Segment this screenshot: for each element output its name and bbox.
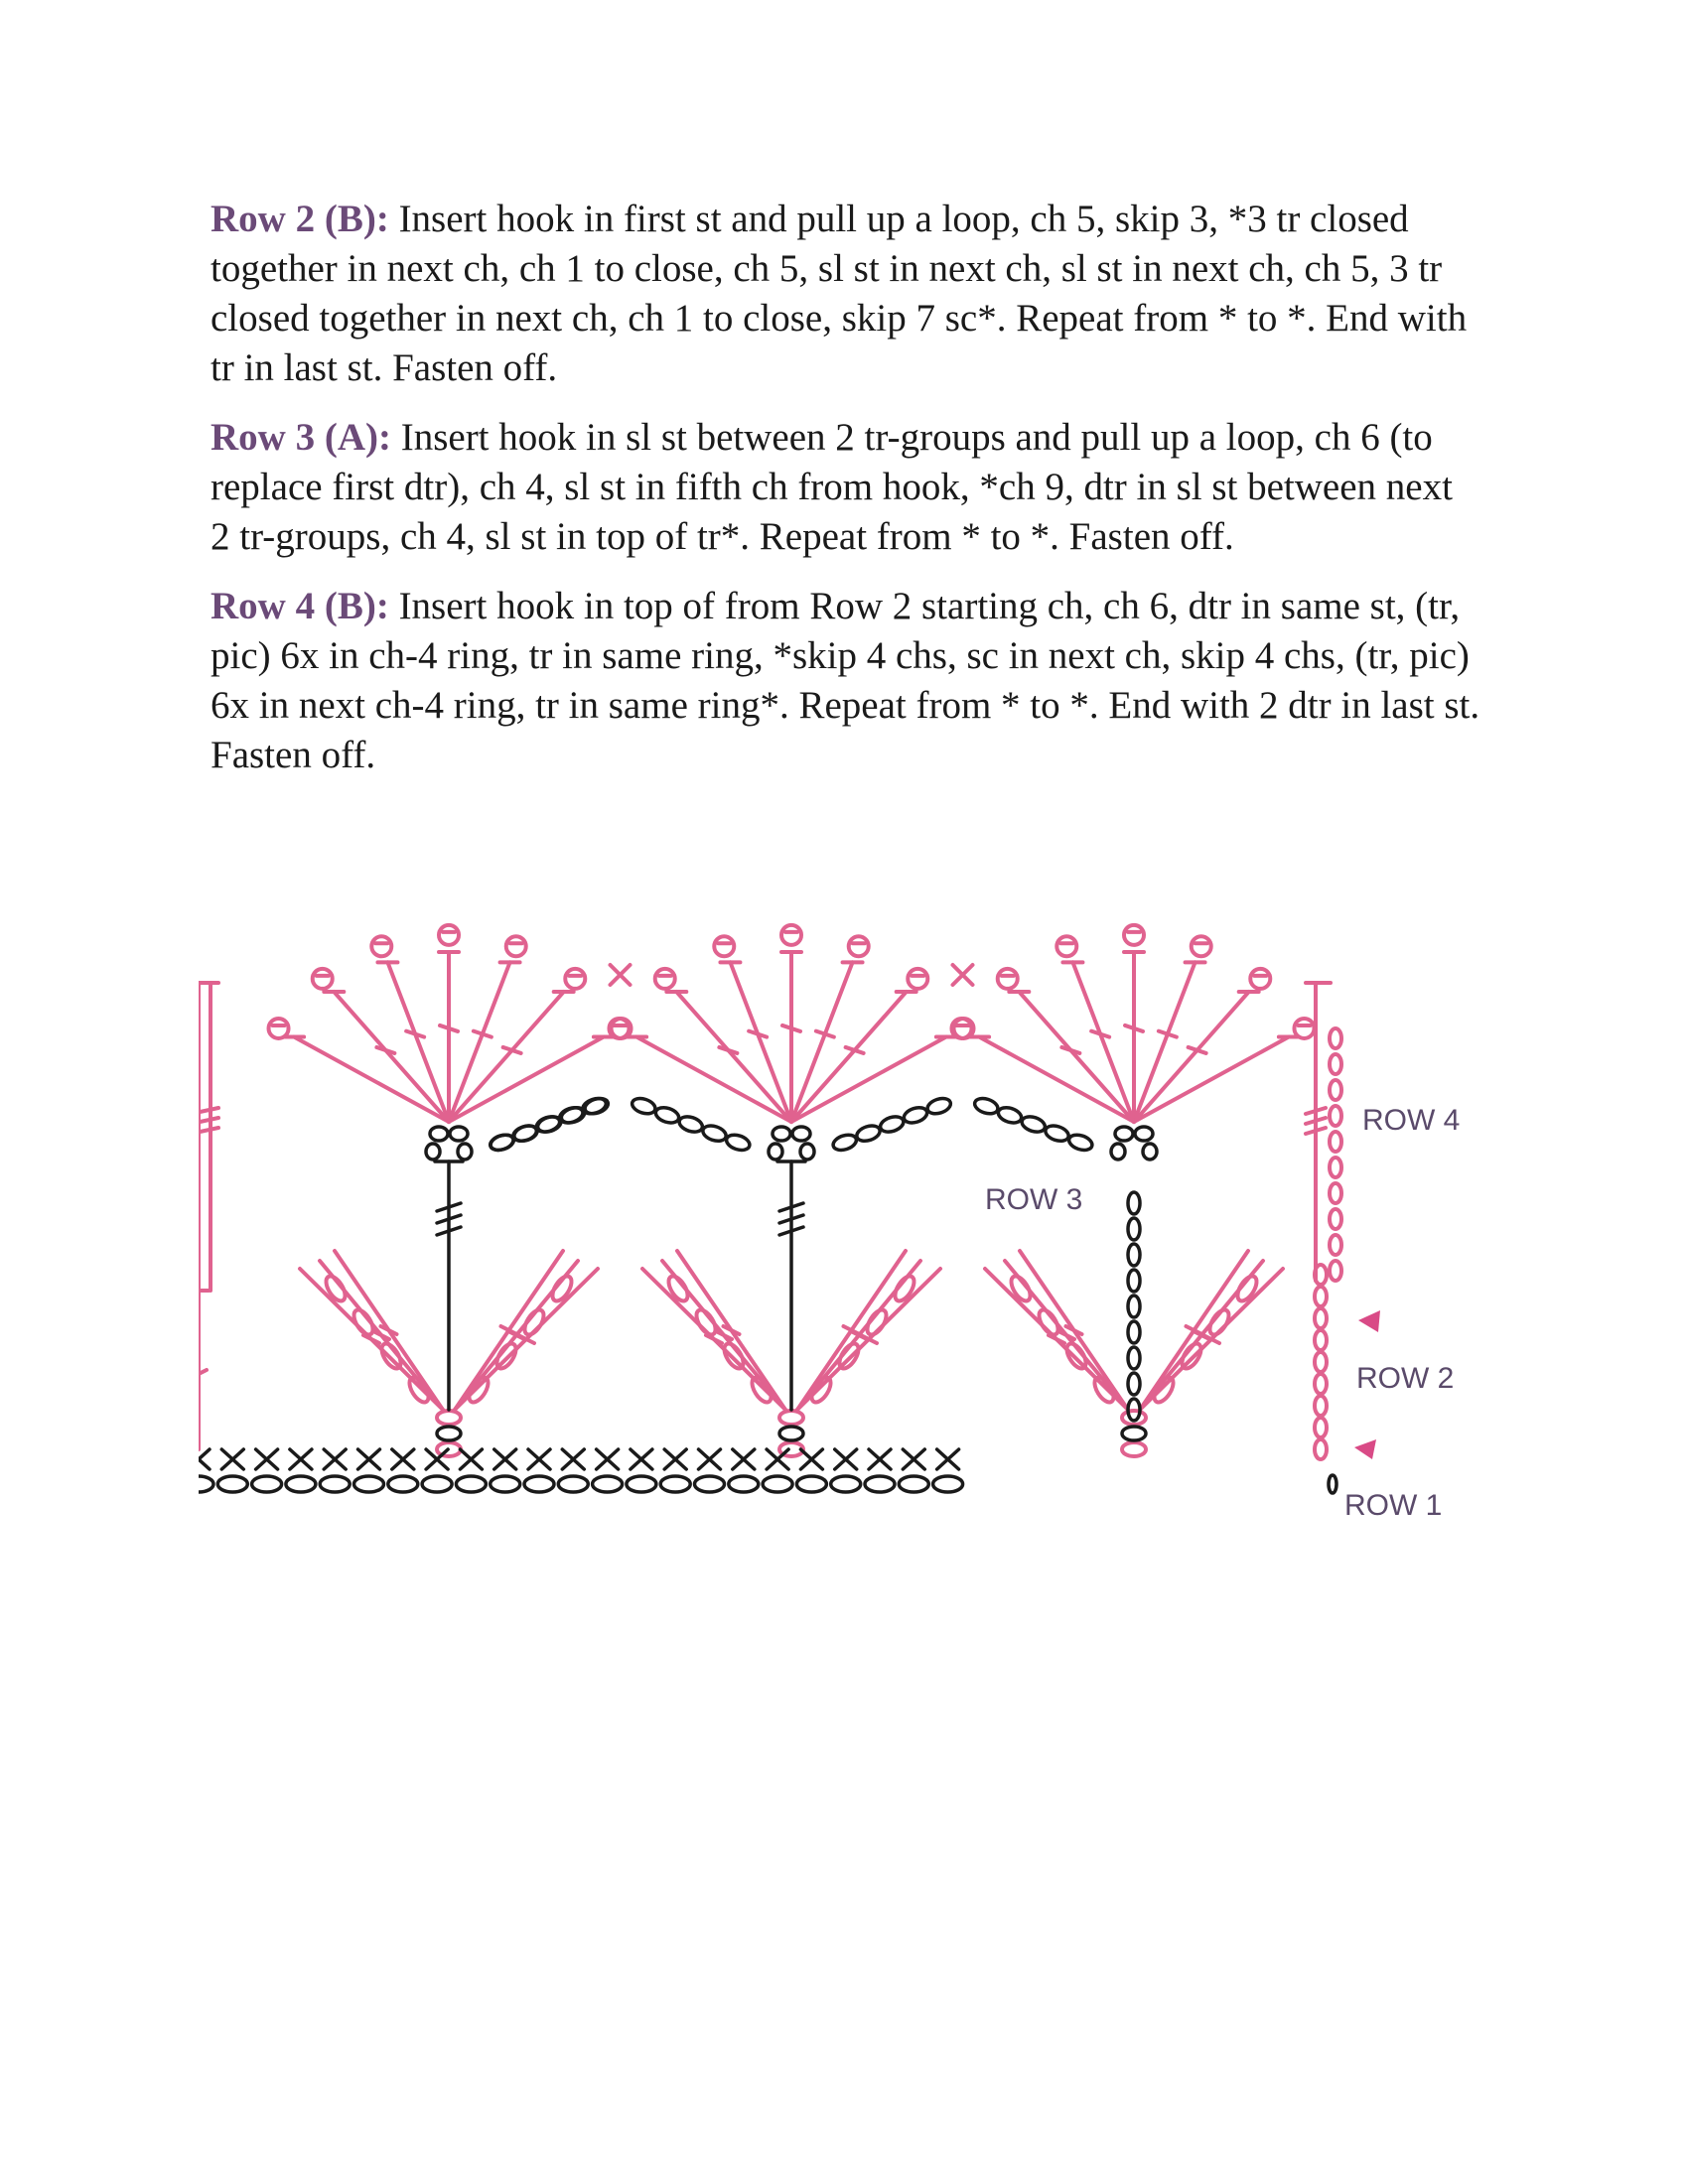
row-3-chain: [677, 1114, 704, 1135]
row-3-chain: [831, 1132, 858, 1153]
row-1-start-marker: [1354, 1439, 1376, 1459]
row-3-chain-column: [1128, 1373, 1140, 1395]
row-4-right-chain: [1330, 1183, 1341, 1203]
row-1-end-chain: [1329, 1475, 1336, 1493]
row-3-chain-column: [1128, 1347, 1140, 1369]
picot: [714, 936, 734, 956]
row-3-chain: [902, 1105, 928, 1126]
row-3-chain: [879, 1114, 906, 1135]
foundation-chain: [933, 1476, 963, 1492]
ring-chain: [792, 1127, 810, 1141]
row-4-tr: [1134, 992, 1249, 1122]
row-4-right-chain: [1330, 1106, 1341, 1126]
row-4-right-chain: [1330, 1054, 1341, 1074]
row-3-chain: [725, 1132, 752, 1153]
foundation-chain: [796, 1476, 826, 1492]
row-3-chain-column: [1128, 1296, 1140, 1317]
row-4-tr: [1072, 962, 1134, 1122]
row-2-chain: [1234, 1273, 1261, 1303]
row-3-label: ROW 3: [985, 1183, 1083, 1216]
ring-chain: [773, 1127, 790, 1141]
picot: [269, 1019, 289, 1038]
row-4-tr: [791, 962, 853, 1122]
picot: [439, 925, 459, 945]
row-4-tr-bar: [1125, 1025, 1143, 1031]
row-4-tr-bar: [719, 1047, 737, 1053]
row-2-base-chain: [779, 1411, 803, 1425]
row-2-right-chain: [1315, 1352, 1327, 1372]
row-2-chain: [521, 1306, 548, 1337]
row-2-instruction: [211, 195, 1481, 393]
row-2-chain: [406, 1374, 433, 1405]
ring-chain: [1143, 1144, 1157, 1160]
row-3-chain: [558, 1105, 585, 1126]
foundation-chain: [217, 1476, 247, 1492]
row-2-chain: [466, 1374, 492, 1405]
picot: [1124, 925, 1144, 945]
row-2-chain: [1206, 1306, 1233, 1337]
row-2-chain: [1091, 1374, 1118, 1405]
row-3-chain: [701, 1123, 728, 1144]
foundation-chain: [695, 1476, 725, 1492]
row-2-chain: [1036, 1306, 1062, 1337]
row-2-chain: [1008, 1273, 1035, 1303]
row-3-text: Insert hook in sl st between 2 tr-groups and pull up a loop, ch 6 (to replace first dtr), ch 4, sl st in fifth ch from hook, *ch 9, dtr in sl st between next 2 tr-groups, ch 4, sl st in top of tr*. Repeat from * to *. Fasten off.: [211, 416, 1453, 558]
row-2-start-marker: [1358, 1310, 1380, 1332]
row-3-chain-column: [1128, 1244, 1140, 1266]
row-4-right-chain: [1330, 1158, 1341, 1177]
row-3-chain-column: [1128, 1270, 1140, 1292]
row-2-right-chain: [1315, 1374, 1327, 1394]
picot: [655, 969, 675, 989]
row-2-base-chain: [779, 1427, 803, 1440]
row-4-instruction: [211, 582, 1481, 780]
row-4-tr-bar: [376, 1047, 394, 1053]
foundation-chain: [252, 1476, 282, 1492]
row-2-base-chain: [437, 1411, 461, 1425]
row-2-base-chain: [1122, 1427, 1146, 1440]
row-2-and-4-stitches: [199, 925, 1341, 1459]
row-2-chain: [749, 1374, 775, 1405]
row-4-tr-bar: [846, 1047, 864, 1053]
row-4-tr-bar: [1189, 1047, 1206, 1053]
row-4-tr: [1019, 992, 1134, 1122]
pattern-instructions: [211, 195, 1481, 800]
picot: [565, 969, 585, 989]
foundation-chain: [660, 1476, 690, 1492]
picot: [908, 969, 927, 989]
row-3-chain: [973, 1096, 1000, 1117]
ring-chain: [800, 1144, 814, 1160]
foundation-chain: [286, 1476, 316, 1492]
row-2-chain: [549, 1273, 576, 1303]
row-4-tr: [294, 1037, 449, 1123]
row-3-chain: [996, 1105, 1023, 1126]
crochet-chart: [199, 854, 1489, 1569]
foundation-chain: [593, 1476, 623, 1492]
foundation-chain: [456, 1476, 486, 1492]
row-3-chain: [1044, 1123, 1070, 1144]
row-3-chain: [1067, 1132, 1094, 1153]
row-2-right-chain: [1315, 1439, 1327, 1459]
row-2-chain: [665, 1273, 692, 1303]
row-4-tr-bar: [440, 1025, 458, 1031]
row-4-right-chain: [1330, 1132, 1341, 1152]
row-2-chain: [864, 1306, 891, 1337]
row-4-tr: [1134, 962, 1196, 1122]
row-3-chain-column: [1128, 1321, 1140, 1343]
row-4-tr-bar: [816, 1031, 834, 1037]
row-4-label: ROW 4: [1362, 1104, 1461, 1137]
foundation-chain: [558, 1476, 588, 1492]
row-4-right-chain: [1330, 1028, 1341, 1048]
row-3-chain: [581, 1096, 608, 1117]
row-4-tr-bar: [474, 1031, 492, 1037]
row-3-chain: [631, 1096, 657, 1117]
picot: [998, 969, 1018, 989]
foundation-chain: [491, 1476, 520, 1492]
row-3-chain: [534, 1114, 561, 1135]
row-2-label: Row 2 (B):: [211, 198, 389, 240]
row-4-tr: [730, 962, 791, 1122]
ring-chain: [1115, 1127, 1133, 1141]
ring-chain: [1135, 1127, 1153, 1141]
picot: [1056, 936, 1076, 956]
picot: [1294, 1019, 1314, 1038]
row-4-tr-bar: [749, 1031, 767, 1037]
row-4-right-chain: [1330, 1235, 1341, 1255]
row-2-chain: [351, 1306, 377, 1337]
row-4-tr: [676, 992, 791, 1122]
row-3-chain: [653, 1105, 680, 1126]
picot: [781, 925, 801, 945]
row-4-right-chain: [1330, 1209, 1341, 1229]
row-2-right-chain: [1315, 1396, 1327, 1416]
row-4-right-chain: [1330, 1080, 1341, 1100]
row-4-tr: [334, 992, 449, 1122]
row-3-chain: [489, 1132, 515, 1153]
row-1-label: ROW 1: [1344, 1489, 1443, 1522]
foundation-chain: [865, 1476, 895, 1492]
row-4-label: Row 4 (B):: [211, 585, 389, 627]
row-1-and-3-stitches: [199, 1096, 1336, 1493]
row-2-label: ROW 2: [1356, 1362, 1455, 1395]
row-4-tr-bar: [1061, 1047, 1079, 1053]
foundation-chain: [199, 1476, 213, 1492]
row-2-text: Insert hook in first st and pull up a loop, ch 5, skip 3, *3 tr closed together in next ch, ch 1 to close, ch 5, sl st in next ch, sl st in next ch, ch 5, 3 tr closed together in next ch, ch 1 to close, skip 7 sc*. Repeat from * to *. End with tr in last st. Fasten off.: [211, 198, 1468, 389]
row-4-tr: [449, 992, 564, 1122]
ring-chain: [450, 1127, 468, 1141]
row-2-right-chain: [1315, 1330, 1327, 1350]
row-4-tr-bar: [406, 1031, 424, 1037]
row-2-base-chain: [1122, 1411, 1146, 1425]
foundation-chain: [729, 1476, 759, 1492]
ring-chain: [458, 1144, 472, 1160]
row-4-tr-bar: [1159, 1031, 1177, 1037]
row-3-instruction: [211, 413, 1481, 562]
foundation-chain: [831, 1476, 861, 1492]
row-2-chain: [693, 1306, 720, 1337]
row-4-tr: [791, 992, 907, 1122]
row-2-chain: [892, 1273, 918, 1303]
row-4-tr: [1134, 1037, 1289, 1123]
picot: [1250, 969, 1270, 989]
picot: [1192, 936, 1211, 956]
row-2-base-chain: [1122, 1442, 1146, 1456]
picot: [313, 969, 333, 989]
row-3-chain: [1020, 1114, 1047, 1135]
picot: [506, 936, 526, 956]
row-2-right-chain: [1315, 1418, 1327, 1437]
ring-chain: [769, 1144, 782, 1160]
row-4-tr-bar: [1091, 1031, 1109, 1037]
row-2-chain: [1151, 1374, 1178, 1405]
row-3-label: Row 3 (A):: [211, 416, 391, 459]
row-3-chain-column: [1128, 1192, 1140, 1214]
foundation-chain: [524, 1476, 554, 1492]
row-4-right-chain: [1330, 1261, 1341, 1281]
ring-chain: [1111, 1144, 1125, 1160]
row-2-right-chain: [1315, 1287, 1327, 1306]
row-4-tr-bar: [782, 1025, 800, 1031]
row-2-chain: [808, 1374, 835, 1405]
row-4-text: Insert hook in top of from Row 2 starting ch, ch 6, dtr in same st, (tr, pic) 6x in ch-4 ring, tr in same ring, *skip 4 chs, sc in next ch, skip 4 chs, (tr, pic) 6x in next ch-4 ring, tr in same ring*. Repeat from * to *. End with 2 dtr in last st. Fasten off.: [211, 585, 1480, 776]
row-3-chain: [925, 1096, 952, 1117]
foundation-chain: [388, 1476, 418, 1492]
row-4-tr: [387, 962, 449, 1122]
foundation-chain: [422, 1476, 452, 1492]
foundation-chain: [899, 1476, 928, 1492]
row-3-chain-column: [1128, 1218, 1140, 1240]
ring-chain: [430, 1127, 448, 1141]
picot: [849, 936, 869, 956]
picot: [371, 936, 391, 956]
row-2-chain: [323, 1273, 350, 1303]
row-3-chain: [855, 1123, 882, 1144]
foundation-chain: [354, 1476, 384, 1492]
foundation-chain: [320, 1476, 350, 1492]
row-4-tr-bar: [503, 1047, 521, 1053]
row-4-tr: [449, 962, 510, 1122]
row-3-chain: [511, 1123, 538, 1144]
ring-chain: [426, 1144, 440, 1160]
foundation-chain: [763, 1476, 792, 1492]
foundation-chain: [627, 1476, 656, 1492]
row-2-base-chain: [437, 1427, 461, 1440]
row-2-right-chain: [1315, 1308, 1327, 1328]
